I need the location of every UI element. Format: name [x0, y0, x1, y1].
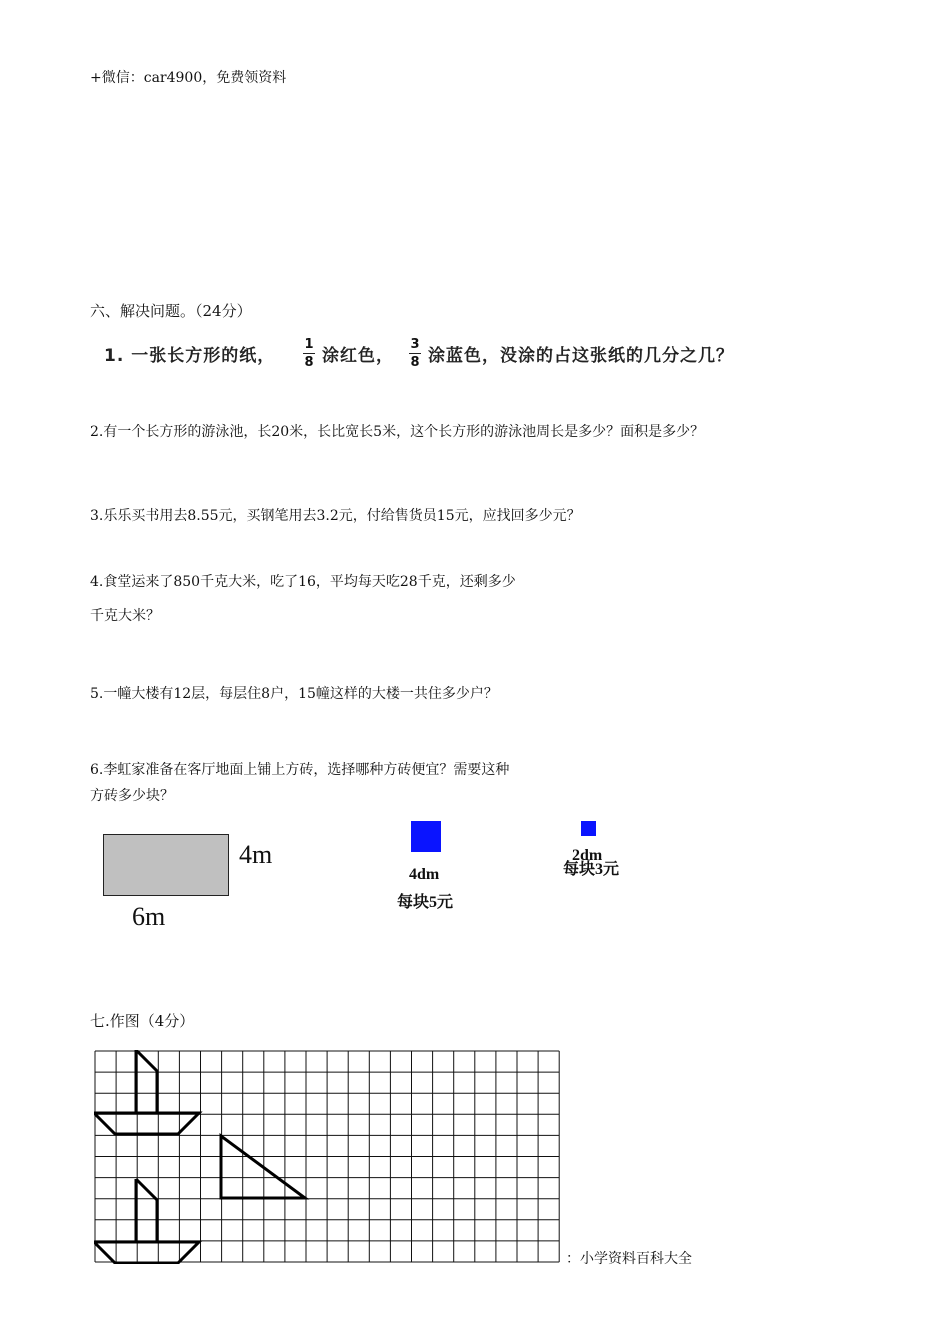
section-six-heading: 六、解决问题。（24分）	[90, 302, 252, 320]
fraction-three-eighths	[408, 337, 422, 370]
tile-a-square	[411, 821, 441, 852]
boat-bottom-sail	[136, 1179, 157, 1242]
fraction-bar	[303, 353, 315, 354]
grid-lines	[95, 1051, 559, 1262]
question-2: 2.有一个长方形的游泳池，长20米，长比宽长5米，这个长方形的游泳池周长是多少？面积是多少？	[90, 424, 705, 440]
drawing-grid	[94, 1050, 562, 1264]
boat-top-sail	[136, 1050, 157, 1113]
question-6-line-2: 方砖多少块？	[90, 788, 174, 804]
tile-b-price-label: 每块3元	[563, 861, 620, 878]
fraction-denominator: 8	[410, 355, 420, 370]
question-3: 3.乐乐买书用去8.55元，买钢笔用去3.2元，付给售货员15元，应找回多少元？	[90, 508, 581, 524]
question-1-text-c: 涂蓝色，没涂的占这张纸的几分之几？	[428, 346, 734, 366]
fraction-bar	[409, 353, 421, 354]
footer-source-text: ：小学资料百科大全	[566, 1251, 692, 1267]
fraction-denominator: 8	[304, 355, 314, 370]
room-floor-rectangle	[103, 834, 229, 896]
question-1-text-a: 1. 一张长方形的纸，	[104, 346, 276, 366]
fraction-numerator: 1	[304, 337, 314, 352]
tile-b-square	[581, 821, 596, 836]
boat-bottom-hull	[94, 1242, 199, 1263]
question-6-line-1: 6.李虹家准备在客厅地面上铺上方砖，选择哪种方砖便宜？需要这种	[90, 762, 510, 778]
room-height-label: 4m	[239, 840, 273, 869]
section-seven-heading: 七.作图（4分）	[90, 1012, 195, 1030]
tile-a-price-label: 每块5元	[397, 894, 454, 911]
tile-a-size-label: 4dm	[409, 866, 440, 883]
boat-figure-top	[94, 1050, 199, 1134]
question-5: 5.一幢大楼有12层，每层住8户，15幢这样的大楼一共住多少户？	[90, 686, 498, 702]
room-width-label: 6m	[132, 902, 166, 931]
watermark-text: +微信：car4900，免费领资料	[90, 70, 287, 86]
tile-b-size-label: 2dm	[572, 847, 603, 864]
question-4-line-1: 4.食堂运来了850千克大米，吃了16，平均每天吃28千克，还剩多少	[90, 574, 516, 590]
fraction-one-eighth	[302, 337, 316, 370]
boat-figure-bottom	[94, 1179, 199, 1263]
right-triangle-figure	[221, 1136, 305, 1198]
question-4-line-2: 千克大米？	[90, 608, 160, 624]
fraction-numerator: 3	[410, 337, 420, 352]
question-1-text-b: 涂红色，	[322, 346, 394, 366]
boat-top-hull	[94, 1113, 199, 1134]
